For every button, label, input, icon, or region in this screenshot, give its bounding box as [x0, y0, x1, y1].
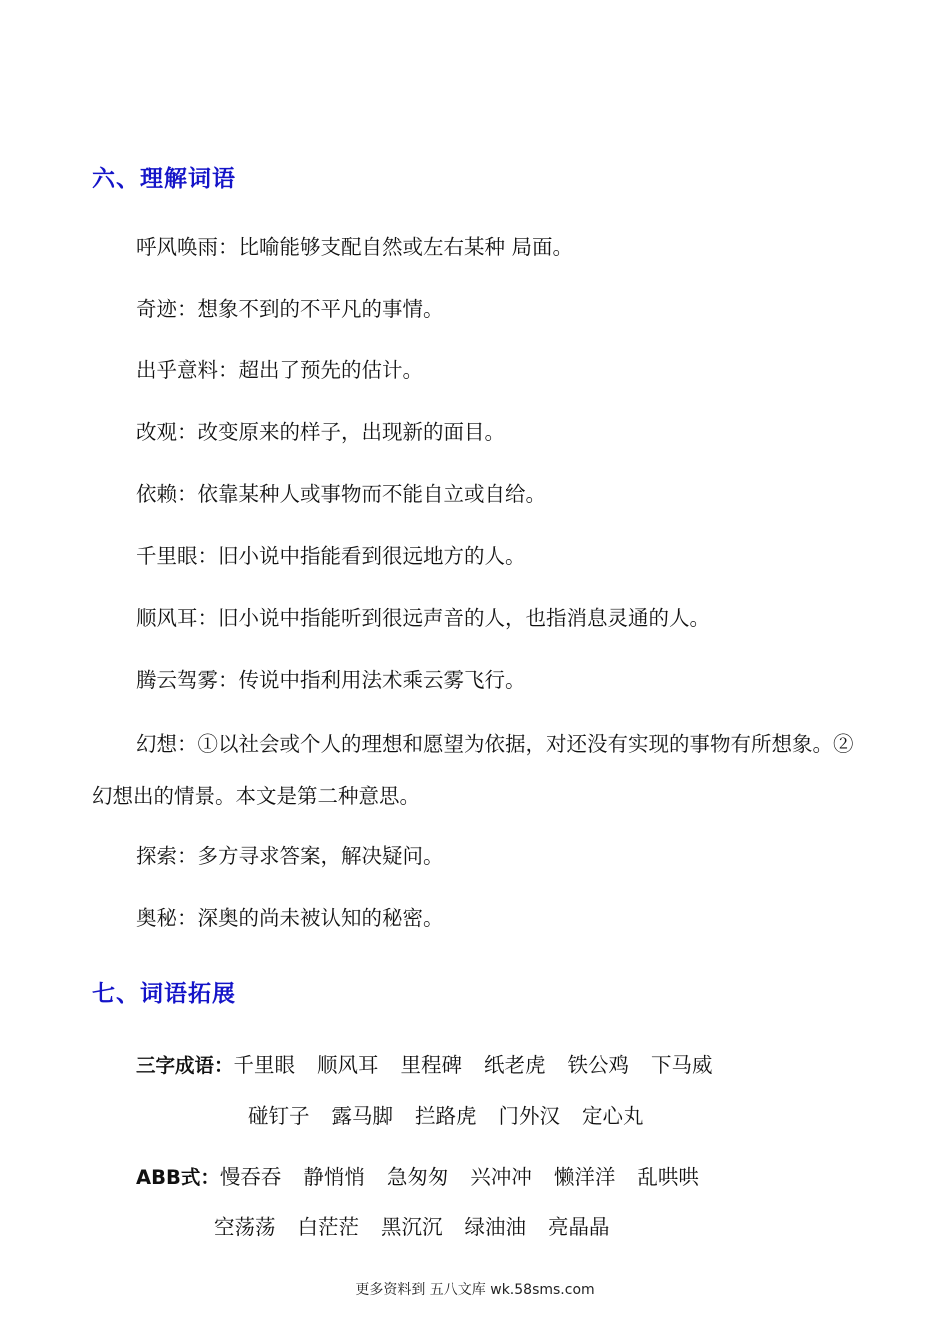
word-item: 空荡荡: [214, 1215, 276, 1239]
word-item: 急匆匆: [386, 1165, 449, 1189]
word-item: 静悄悄: [303, 1165, 365, 1189]
word-item: 懒洋洋: [553, 1165, 616, 1189]
definition-item: 奥秘：深奥的尚未被认知的秘密。: [136, 906, 444, 930]
page-footer: 更多资料到 五八文库 wk.58sms.com: [355, 1282, 595, 1298]
word-item: 白茫茫: [297, 1215, 359, 1239]
definition-item: 奇迹：想象不到的不平凡的事情。: [136, 297, 444, 321]
word-item: 绿油油: [464, 1215, 526, 1239]
section-heading-word-expansion: 七、词语拓展: [92, 981, 236, 1007]
definition-item: 呼风唤雨：比喻能够支配自然或左右某种 局面。: [136, 235, 574, 259]
abb-words-row-1: [136, 1160, 721, 1190]
definition-item: 顺风耳：旧小说中指能听到很远声音的人，也指消息灵通的人。: [136, 606, 710, 630]
three-char-idioms-row-1: [136, 1048, 735, 1078]
word-item: 拦路虎: [415, 1104, 477, 1128]
word-item: 慢吞吞: [219, 1165, 282, 1189]
word-item: 千里眼: [233, 1053, 296, 1077]
word-item: 铁公鸡: [567, 1053, 630, 1077]
word-item: 纸老虎: [484, 1053, 546, 1077]
word-item: 黑沉沉: [381, 1215, 443, 1239]
word-item: 定心丸: [582, 1104, 644, 1128]
definition-item-fantasy: 幻想：①以社会或个人的理想和愿望为依据，对还没有实现的事物有所想象。②幻想出的情景。本文是第二种意思。: [92, 732, 854, 808]
word-item: 露马脚: [331, 1104, 393, 1128]
word-item: 里程碑: [400, 1053, 463, 1077]
definition-item: 千里眼：旧小说中指能看到很远地方的人。: [136, 544, 526, 568]
definition-item: 改观：改变原来的样子，出现新的面目。: [136, 420, 505, 444]
word-item: 下马威: [651, 1053, 713, 1077]
word-item: 碰钉子: [248, 1104, 310, 1128]
word-item: 门外汉: [498, 1104, 560, 1128]
section-heading-understand-words: 六、理解词语: [92, 166, 236, 192]
three-char-idioms-row-2: [248, 1099, 666, 1129]
word-item: 顺风耳: [317, 1053, 379, 1077]
definition-item: 腾云驾雾：传说中指利用法术乘云雾飞行。: [136, 668, 526, 692]
group-label-abb: ABB式：: [136, 1166, 220, 1189]
definition-item: 出乎意料：超出了预先的估计。: [136, 358, 423, 382]
definition-item: 依赖：依靠某种人或事物而不能自立或自给。: [136, 482, 546, 506]
word-item: 兴冲冲: [470, 1165, 532, 1189]
group-label-three-char: 三字成语：: [136, 1054, 234, 1077]
word-item: 亮晶晶: [548, 1215, 610, 1239]
word-item: 乱哄哄: [637, 1165, 699, 1189]
abb-words-row-2: [214, 1210, 632, 1240]
definition-item: 探索：多方寻求答案，解决疑问。: [136, 844, 444, 868]
